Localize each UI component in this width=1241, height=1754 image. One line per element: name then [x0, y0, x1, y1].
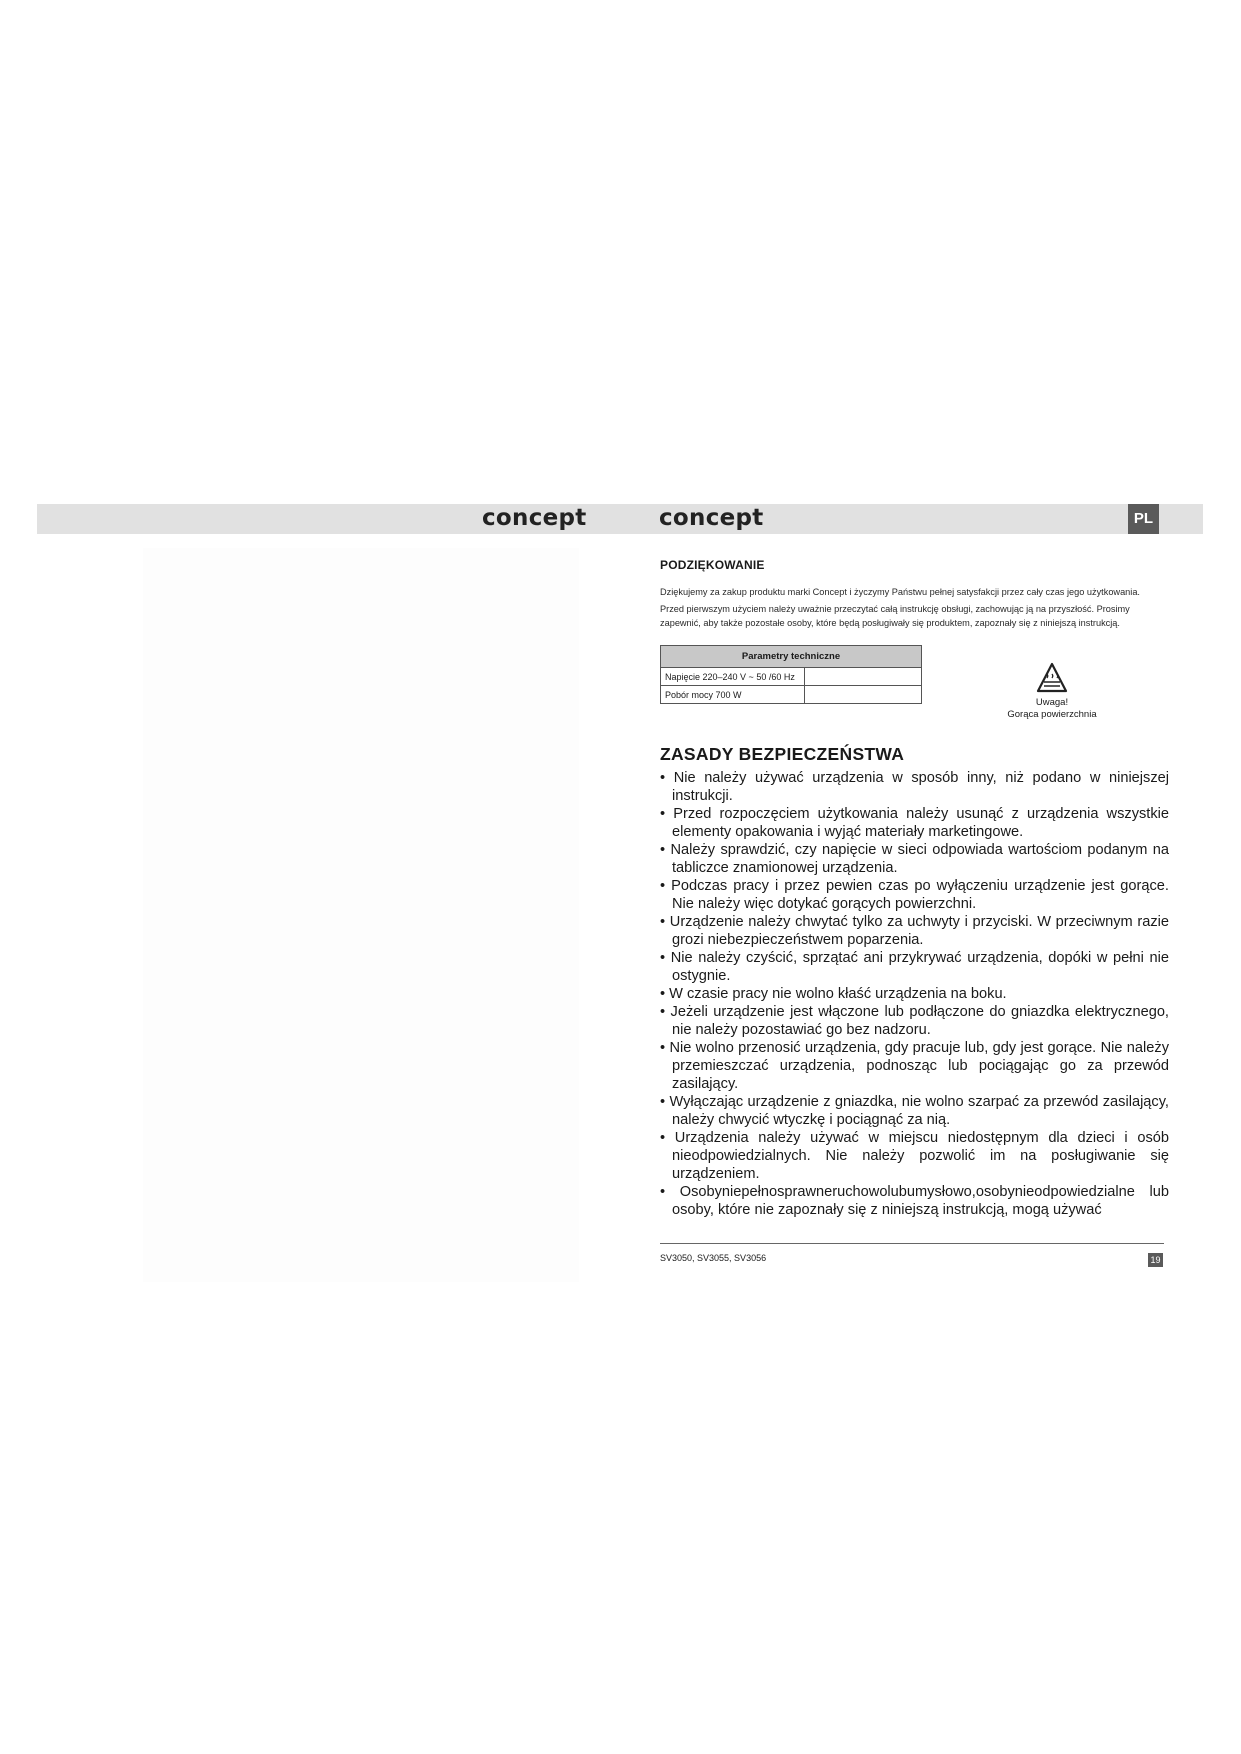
- safety-rule: • Wyłączając urządzenie z gniazdka, nie wolno szarpać za przewód zasilający, należy chwycić wtyczkę i pociągnąć za nią.: [660, 1093, 1169, 1129]
- footer-model-numbers: SV3050, SV3055, SV3056: [660, 1253, 767, 1263]
- warning-caption: [990, 697, 1114, 721]
- tech-row-voltage-empty: [805, 668, 922, 686]
- thanks-title: PODZIĘKOWANIE: [660, 558, 765, 572]
- brand-logo-right: concept: [659, 505, 764, 531]
- safety-rule: • Osobyniepełnosprawneruchowolubumysłowo,osobynieodpowiedzialne lub osoby, które nie zapoznały się z niniejszą instrukcją, mogą używać: [660, 1183, 1169, 1219]
- warning-line-2: Gorąca powierzchnia: [1007, 709, 1097, 720]
- safety-rule: • Przed rozpoczęciem użytkowania należy usunąć z urządzenia wszystkie elementy opakowania i wyjąć materiały marketingowe.: [660, 805, 1169, 841]
- tech-row-power: Pobór mocy 700 W: [661, 686, 805, 704]
- safety-rule: • Jeżeli urządzenie jest włączone lub podłączone do gniazdka elektrycznego, nie należy pozostawiać go bez nadzoru.: [660, 1003, 1169, 1039]
- safety-rule: • Nie wolno przenosić urządzenia, gdy pracuje lub, gdy jest gorące. Nie należy przemieszczać urządzenia, podnosząc lub pociągając go za przewód zasilający.: [660, 1039, 1169, 1093]
- language-badge: PL: [1128, 504, 1159, 534]
- page-number: 19: [1148, 1253, 1163, 1267]
- tech-params-table: [660, 645, 922, 704]
- left-page-blank: [143, 548, 579, 1282]
- safety-rule: • Urządzenie należy chwytać tylko za uchwyty i przyciski. W przeciwnym razie grozi niebezpieczeństwem poparzenia.: [660, 913, 1169, 949]
- hot-surface-warning-icon: [1036, 662, 1068, 694]
- brand-logo-left: concept: [482, 505, 587, 531]
- warning-line-1: Uwaga!: [1035, 697, 1069, 708]
- thanks-paragraph-1: Dziękujemy za zakup produktu marki Concept i życzymy Państwu pełnej satysfakcji przez cały czas jego użytkowania.: [660, 587, 1140, 597]
- thanks-section: [660, 558, 1170, 630]
- safety-rule: • Nie należy czyścić, sprzątać ani przykrywać urządzenia, dopóki w pełni nie ostygnie.: [660, 949, 1169, 985]
- safety-rule: • Należy sprawdzić, czy napięcie w sieci odpowiada wartościom podanym na tabliczce znamionowej urządzenia.: [660, 841, 1169, 877]
- tech-row-power-empty: [805, 686, 922, 704]
- header-bar: [37, 504, 1203, 534]
- safety-title: ZASADY BEZPIECZEŃSTWA: [660, 744, 905, 764]
- safety-rule: • Nie należy używać urządzenia w sposób inny, niż podano w niniejszej instrukcji.: [660, 769, 1169, 805]
- footer-divider: [660, 1243, 1164, 1244]
- safety-rule: • Urządzenia należy używać w miejscu niedostępnym dla dzieci i osób nieodpowiedzialnych. Nie należy pozwolić im na posługiwanie się urządzeniem.: [660, 1129, 1169, 1183]
- safety-rule: • W czasie pracy nie wolno kłaść urządzenia na boku.: [660, 985, 1169, 1003]
- tech-table-header: Parametry techniczne: [661, 646, 922, 668]
- thanks-paragraph-2: Przed pierwszym użyciem należy uważnie przeczytać całą instrukcję obsługi, zachowując ją na przyszłość. Prosimy zapewnić, aby także pozostałe osoby, które będą posługiwały się produktem, zapoznały się z niniejszą instrukcją.: [660, 604, 1130, 628]
- safety-rules-list: [660, 769, 1169, 1219]
- safety-rule: • Podczas pracy i przez pewien czas po wyłączeniu urządzenie jest gorące. Nie należy więc dotykać gorących powierzchni.: [660, 877, 1169, 913]
- tech-row-voltage: Napięcie 220–240 V ~ 50 /60 Hz: [661, 668, 805, 686]
